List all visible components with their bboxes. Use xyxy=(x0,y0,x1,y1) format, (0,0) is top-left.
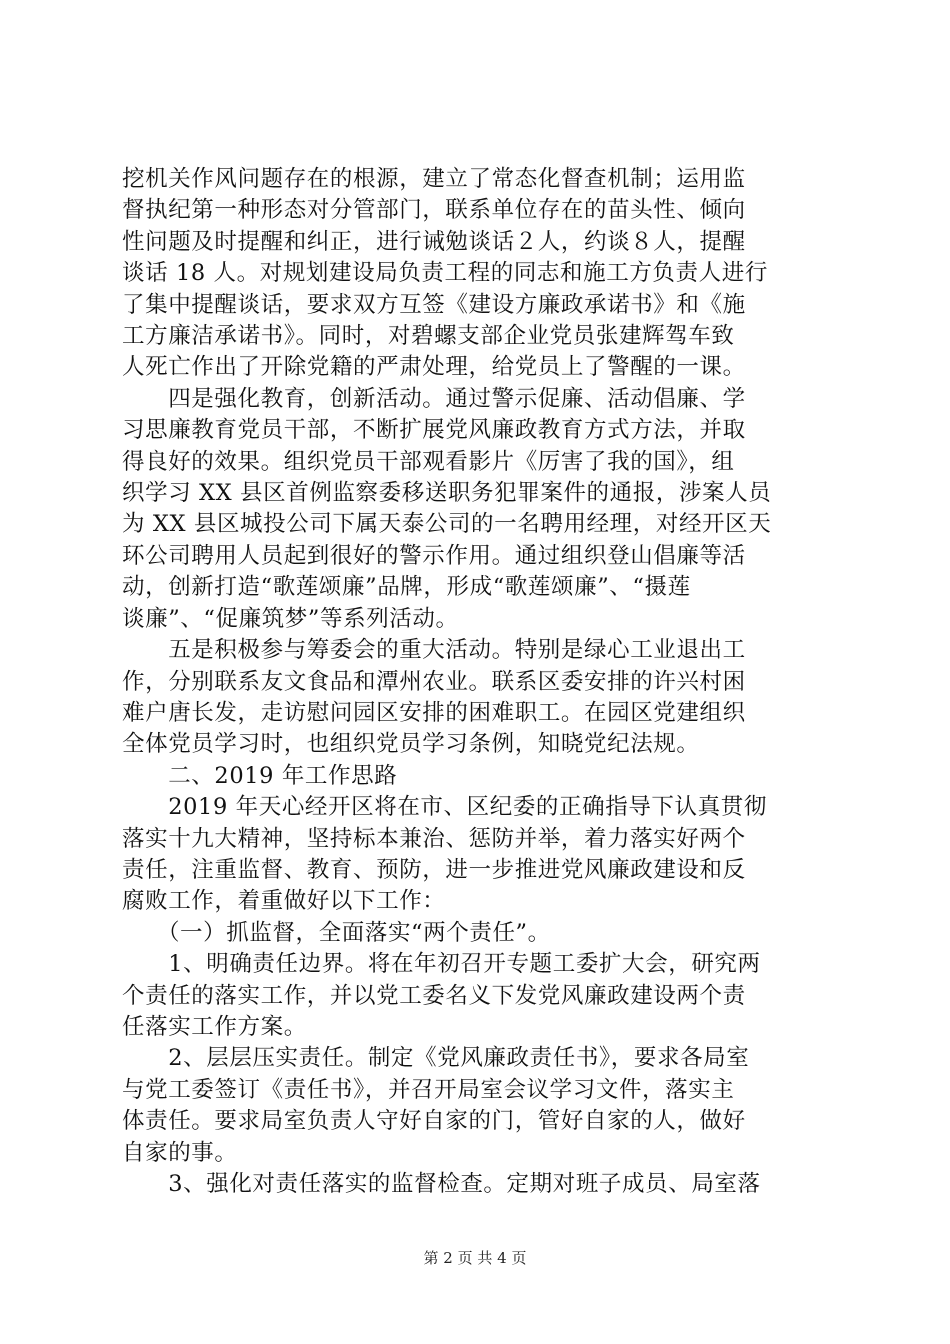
text-line: 与党工委签订《责任书》，并召开局室会议学习文件，落实主 xyxy=(122,1076,735,1103)
text-line: 谈话 18 人。对规划建设局负责工程的同志和施工方负责人进行 xyxy=(122,260,768,287)
text-line: 2、层层压实责任。制定《党风廉政责任书》，要求各局室 xyxy=(122,1045,750,1072)
text-line: 任落实工作方案。 xyxy=(122,1013,307,1040)
text-line: 工方廉洁承诺书》。同时，对碧螺支部企业党员张建辉驾车致 xyxy=(122,323,735,350)
document-body xyxy=(122,164,834,1200)
page-footer xyxy=(0,1247,950,1268)
text-line: 自家的事。 xyxy=(122,1139,238,1166)
text-line: 谈廉”、“促廉筑梦”等系列活动。 xyxy=(122,605,459,632)
subsection-heading: （一）抓监督，全面落实“两个责任”。 xyxy=(122,919,551,946)
text-line: 挖机关作风问题存在的根源，建立了常态化督查机制；运用监 xyxy=(122,166,746,192)
text-line: 为 XX 县区城投公司下属天泰公司的一名聘用经理，对经开区天 xyxy=(122,511,772,538)
page-number-label: 第 2 页 共 4 页 xyxy=(423,1249,527,1267)
text-line: 性问题及时提醒和纠正，进行诫勉谈话２人，约谈８人，提醒 xyxy=(122,228,746,255)
text-line: 四是强化教育，创新活动。通过警示促廉、活动倡廉、学 xyxy=(122,385,746,412)
text-line: 落实十九大精神，坚持标本兼治、惩防并举，着力落实好两个 xyxy=(122,825,746,852)
text-line: 人死亡作出了开除党籍的严肃处理，给党员上了警醒的一课。 xyxy=(122,354,746,381)
text-line: 督执纪第一种形态对分管部门，联系单位存在的苗头性、倾向 xyxy=(122,197,746,224)
text-line: 个责任的落实工作，并以党工委名义下发党风廉政建设两个责 xyxy=(122,982,746,1009)
text-line: 难户唐长发，走访慰问园区安排的困难职工。在园区党建组织 xyxy=(122,699,746,726)
text-line: 作，分别联系友文食品和潭州农业。联系区委安排的许兴村困 xyxy=(122,668,746,695)
text-line: 动，创新打造“歌莲颂廉”品牌，形成“歌莲颂廉”、“摄莲 xyxy=(122,574,691,601)
text-line: 得良好的效果。组织党员干部观看影片《厉害了我的国》，组 xyxy=(122,448,735,475)
text-line: 全体党员学习时，也组织党员学习条例，知晓党纪法规。 xyxy=(122,731,700,758)
text-line: 1、明确责任边界。将在年初召开专题工委扩大会，研究两 xyxy=(122,951,761,978)
text-line: 腐败工作，着重做好以下工作： xyxy=(122,888,446,915)
text-line: 体责任。要求局室负责人守好自家的门，管好自家的人，做好 xyxy=(122,1108,746,1135)
text-line: 责任，注重监督、教育、预防，进一步推进党风廉政建设和反 xyxy=(122,856,746,883)
text-line: 了集中提醒谈话，要求双方互签《建设方廉政承诺书》和《施 xyxy=(122,291,746,318)
text-line: 2019 年天心经开区将在市、区纪委的正确指导下认真贯彻 xyxy=(122,794,767,821)
section-heading: 二、2019 年工作思路 xyxy=(122,762,398,789)
text-line: 3、强化对责任落实的监督检查。定期对班子成员、局室落 xyxy=(122,1171,761,1197)
text-line: 五是积极参与筹委会的重大活动。特别是绿心工业退出工 xyxy=(122,637,746,664)
text-line: 环公司聘用人员起到很好的警示作用。通过组织登山倡廉等活 xyxy=(122,542,746,569)
text-line: 织学习 XX 县区首例监察委移送职务犯罪案件的通报，涉案人员 xyxy=(122,480,772,507)
text-line: 习思廉教育党员干部，不断扩展党风廉政教育方式方法，并取 xyxy=(122,417,746,444)
